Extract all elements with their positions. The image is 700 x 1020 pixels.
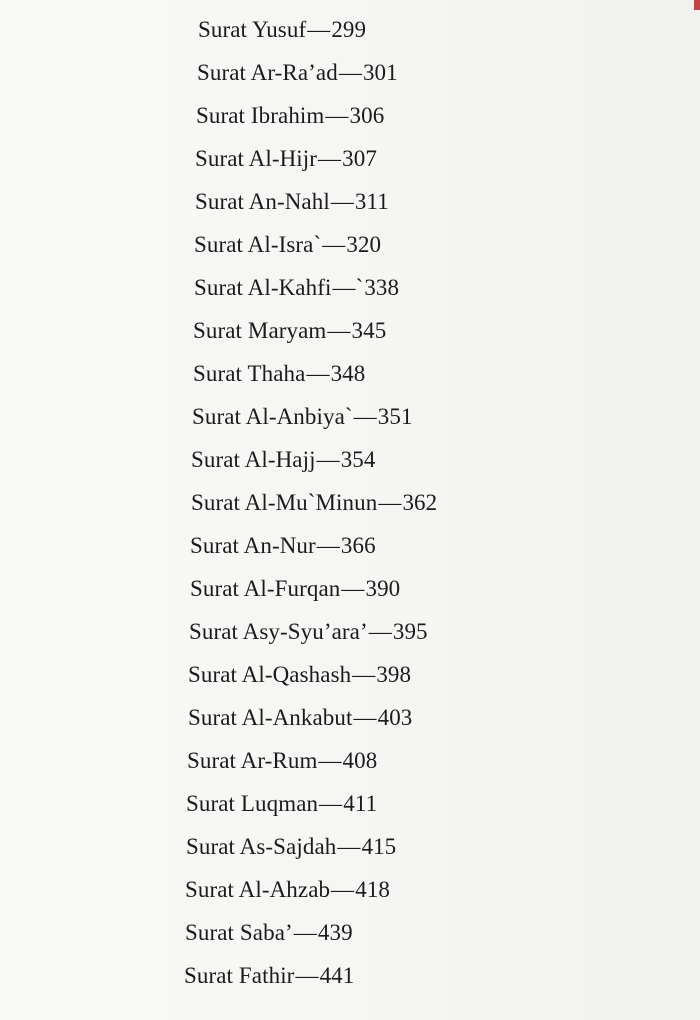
- toc-entry-dash: —: [337, 834, 361, 859]
- toc-entry: [191, 446, 376, 474]
- toc-entry-page: 311: [354, 189, 389, 214]
- toc-entry: [196, 102, 384, 130]
- toc-entry: [188, 704, 412, 732]
- toc-entry: [187, 747, 377, 775]
- toc-entry-title: Surat Saba’: [185, 920, 293, 945]
- toc-entry-page: 415: [361, 834, 397, 859]
- toc-entry: [198, 16, 366, 44]
- toc-entry-dash: —: [306, 361, 330, 386]
- toc-entry-title: Surat Fathir: [184, 963, 295, 988]
- toc-entry: [190, 575, 400, 603]
- toc-entry-title: Surat Maryam: [193, 318, 327, 343]
- toc-entry-title: Surat An-Nur: [190, 533, 316, 558]
- toc-entry-title: Surat Al-Ahzab: [185, 877, 331, 902]
- toc-entry-title: Surat Al-Ankabut: [188, 705, 353, 730]
- toc-entry-page: 441: [319, 963, 355, 988]
- toc-entry-page: 320: [346, 232, 382, 257]
- toc-entry: [193, 317, 386, 345]
- toc-entry: [195, 145, 377, 173]
- toc-entry-title: Surat Al-Anbiya`: [192, 404, 353, 429]
- toc-entry: [197, 59, 398, 87]
- toc-entry-dash: —: [338, 60, 362, 85]
- toc-entry-page: 366: [340, 533, 376, 558]
- toc-entry-page: 351: [377, 404, 413, 429]
- toc-entry-page: 307: [342, 146, 377, 171]
- toc-entry-title: Surat Ar-Rum: [187, 748, 318, 773]
- toc-entry-title: Surat Ar-Ra’ad: [197, 60, 338, 85]
- toc-entry: [192, 403, 413, 431]
- toc-entry-dash: —: [318, 146, 342, 171]
- toc-entry: [188, 661, 411, 689]
- toc-entry-dash: —: [325, 103, 349, 128]
- toc-entry-title: Surat Al-Mu`Minun: [191, 490, 378, 515]
- toc-entry-title: Surat Yusuf: [198, 17, 307, 42]
- toc-entry-dash: —: [316, 533, 340, 558]
- toc-entry-title: Surat Thaha: [193, 361, 306, 386]
- toc-entry-title: Surat Al-Isra`: [194, 232, 322, 257]
- toc-entry-page: 354: [340, 447, 376, 472]
- toc-entry-title: Surat Luqman: [186, 791, 319, 816]
- toc-entry-title: Surat Ibrahim: [196, 103, 325, 128]
- toc-entry-title: Surat Asy-Syu’ara’: [189, 619, 368, 644]
- toc-entry-title: Surat Al-Hijr: [195, 146, 318, 171]
- toc-entry-dash: —: [331, 877, 355, 902]
- toc-entry-dash: —: [316, 447, 340, 472]
- toc-entry-dash: —: [353, 705, 377, 730]
- toc-entry: [184, 962, 354, 990]
- toc-entry-dash: —: [318, 748, 342, 773]
- toc-entry: [194, 231, 381, 259]
- toc-entry-dash: —: [352, 662, 376, 687]
- toc-entry-dash: —: [307, 17, 331, 42]
- toc-entry-page: 301: [362, 60, 398, 85]
- toc-entry-title: Surat As-Sajdah: [186, 834, 337, 859]
- toc-entry-page: 439: [317, 920, 353, 945]
- toc-entry: [190, 532, 376, 560]
- toc-entry-page: 395: [392, 619, 428, 644]
- toc-entry-title: Surat Al-Qashash: [188, 662, 352, 687]
- toc-entry-page: 306: [349, 103, 385, 128]
- toc-entry-dash: —: [322, 232, 346, 257]
- toc-entry-dash: —: [353, 404, 377, 429]
- toc-entry-page: 418: [355, 877, 391, 902]
- toc-entry-dash: —: [368, 619, 392, 644]
- toc-entry: [185, 919, 353, 947]
- toc-entry: [194, 274, 399, 302]
- toc-entry-page: 345: [351, 318, 387, 343]
- toc-entry: [185, 876, 390, 904]
- toc-entry-page: 408: [342, 748, 378, 773]
- toc-entry-dash: —`: [332, 275, 364, 300]
- toc-entry-dash: —: [378, 490, 402, 515]
- toc-entry-title: Surat Al-Hajj: [191, 447, 316, 472]
- toc-entry: [193, 360, 365, 388]
- toc-entry-page: 299: [331, 17, 367, 42]
- toc-entry-title: Surat Al-Kahfi: [194, 275, 332, 300]
- toc-entry: [191, 489, 437, 517]
- toc-entry-dash: —: [295, 963, 319, 988]
- toc-entry-page: 362: [402, 490, 438, 515]
- toc-entry-page: 411: [343, 791, 378, 816]
- toc-entry: [186, 790, 377, 818]
- toc-entry-title: Surat Al-Furqan: [190, 576, 341, 601]
- toc-entry: [189, 618, 428, 646]
- toc-entry-title: Surat An-Nahl: [195, 189, 330, 214]
- toc-entry-dash: —: [327, 318, 351, 343]
- toc-entry: [195, 188, 389, 216]
- toc-entry-dash: —: [330, 189, 354, 214]
- toc-entry-dash: —: [319, 791, 343, 816]
- toc-entry-dash: —: [293, 920, 317, 945]
- toc-entry-page: 338: [364, 275, 400, 300]
- toc-entry-page: 403: [377, 705, 413, 730]
- toc-entry-page: 348: [330, 361, 366, 386]
- toc-entry-page: 390: [365, 576, 401, 601]
- toc-entry-dash: —: [341, 576, 365, 601]
- toc-entry: [186, 833, 396, 861]
- toc-entry-page: 398: [376, 662, 412, 687]
